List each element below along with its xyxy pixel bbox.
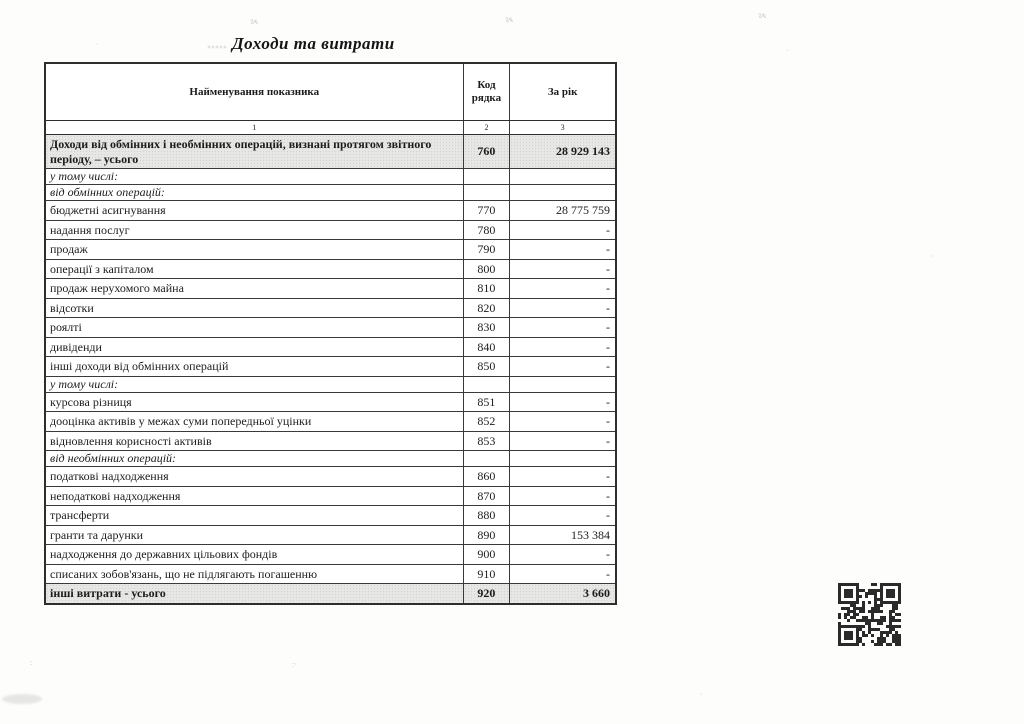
table-row [46,240,615,260]
row-code: 853 [464,432,511,451]
row-value: - [606,488,610,503]
row-value: - [606,508,610,522]
row-name: роялті [46,318,464,337]
table-row [46,526,615,546]
income-expenses-table [44,62,617,605]
row-value: 28 929 143 [510,135,615,168]
column-number-row [46,121,615,135]
table-row [46,412,615,432]
scan-artifact: ᝰ [250,17,259,26]
row-code: 852 [464,412,511,431]
row-code: 870 [464,487,511,506]
row-name: курсова різниця [46,393,464,412]
table-row [46,299,615,319]
row-value: - [606,394,610,409]
row-name: Доходи від обмінних і необмінних операцій, визнані протягом звітного періоду, – усього [46,135,464,168]
table-body [46,135,615,603]
scan-smear [2,694,42,704]
table-row [46,221,615,241]
row-value: - [606,339,610,354]
row-code: 820 [464,299,511,318]
table-row [46,565,615,585]
row-name: інші доходи від обмінних операцій [46,357,464,376]
page-title [232,34,395,54]
row-code: 830 [464,318,511,337]
row-name: продаж [46,240,464,259]
row-name: списаних зобов'язань, що не підлягають погашенню [46,565,464,584]
row-name: надання послуг [46,221,464,240]
column-number-3: 3 [560,123,565,132]
row-code: 850 [464,357,511,376]
row-name: дооцінка активів у межах суми попередньої уцінки [46,412,464,431]
row-value: 3 660 [510,584,615,603]
row-value: - [606,433,610,448]
table-row [46,357,615,377]
table-row [46,393,615,413]
row-value [510,169,615,184]
page-title-text: Доходи та витрати [232,34,395,53]
row-name: дивіденди [46,338,464,357]
scan-artifact: : [30,658,33,667]
row-value: - [606,242,610,256]
row-value: - [606,261,610,276]
row-name: продаж нерухомого майна [46,279,464,298]
scan-artifact: :· [292,660,297,669]
row-code [464,451,511,466]
scan-artifact: ᝰ [758,11,767,20]
scan-artifact: · [96,40,99,49]
faded-section-number [208,40,226,48]
table-header-row [46,64,615,121]
table-row [46,545,615,565]
column-header-year-value: За рік [547,85,578,98]
row-code: 790 [464,240,511,259]
row-code: 760 [464,135,511,168]
table-row [46,338,615,358]
row-name: неподаткові надходження [46,487,464,506]
table-row [46,377,615,393]
table-row [46,487,615,507]
table-row [46,467,615,487]
table-row [46,279,615,299]
row-code: 880 [464,506,511,525]
table-row [46,432,615,452]
scan-artifact: · [930,252,933,261]
scan-artifact: · [786,46,789,55]
row-code: 770 [464,201,511,220]
row-value: - [606,547,610,561]
row-code: 851 [464,393,511,412]
row-value: - [606,359,610,373]
row-code [464,377,511,392]
row-value [510,451,615,466]
row-name: інші витрати - усього [46,584,464,603]
row-name: гранти та дарунки [46,526,464,545]
row-name: податкові надходження [46,467,464,486]
row-name: у тому числі: [46,169,464,184]
row-value: - [606,222,610,237]
column-header-indicator-name: Найменування показника [46,64,464,120]
row-value: - [606,300,610,315]
row-value: - [606,414,610,428]
row-code: 920 [464,584,511,603]
row-code: 900 [464,545,511,564]
row-code [464,185,511,200]
row-value: 153 384 [571,527,610,542]
row-value [510,377,615,392]
row-name: відсотки [46,299,464,318]
row-value: - [606,320,610,334]
table-row [46,169,615,185]
column-header-row-code: Код рядка [464,64,511,120]
row-code: 810 [464,279,511,298]
row-value: - [606,281,610,295]
table-row [46,318,615,338]
column-number-1: 1 [46,121,464,134]
row-value: - [606,469,610,483]
table-row [46,135,615,169]
row-code [464,169,511,184]
row-name: від необмінних операцій: [46,451,464,466]
table-row [46,506,615,526]
row-value: - [606,566,610,581]
table-row [46,451,615,467]
row-code: 800 [464,260,511,279]
row-code: 890 [464,526,511,545]
table-row [46,185,615,201]
row-name: відновлення корисності активів [46,432,464,451]
row-value: 28 775 759 [556,203,610,217]
row-name: у тому числі: [46,377,464,392]
table-row [46,201,615,221]
qr-module [898,643,901,646]
column-number-2: 2 [464,121,511,134]
row-name: бюджетні асигнування [46,201,464,220]
row-name: операції з капіталом [46,260,464,279]
row-code: 780 [464,221,511,240]
qr-code [838,583,901,646]
table-row [46,260,615,280]
row-code: 860 [464,467,511,486]
row-code: 840 [464,338,511,357]
row-value [510,185,615,200]
row-name: надходження до державних цільових фондів [46,545,464,564]
row-name: від обмінних операцій: [46,185,464,200]
table-row [46,584,615,603]
row-code: 910 [464,565,511,584]
scan-artifact: · [700,690,703,699]
scan-artifact: ᝰ [505,15,514,24]
row-name: трансферти [46,506,464,525]
